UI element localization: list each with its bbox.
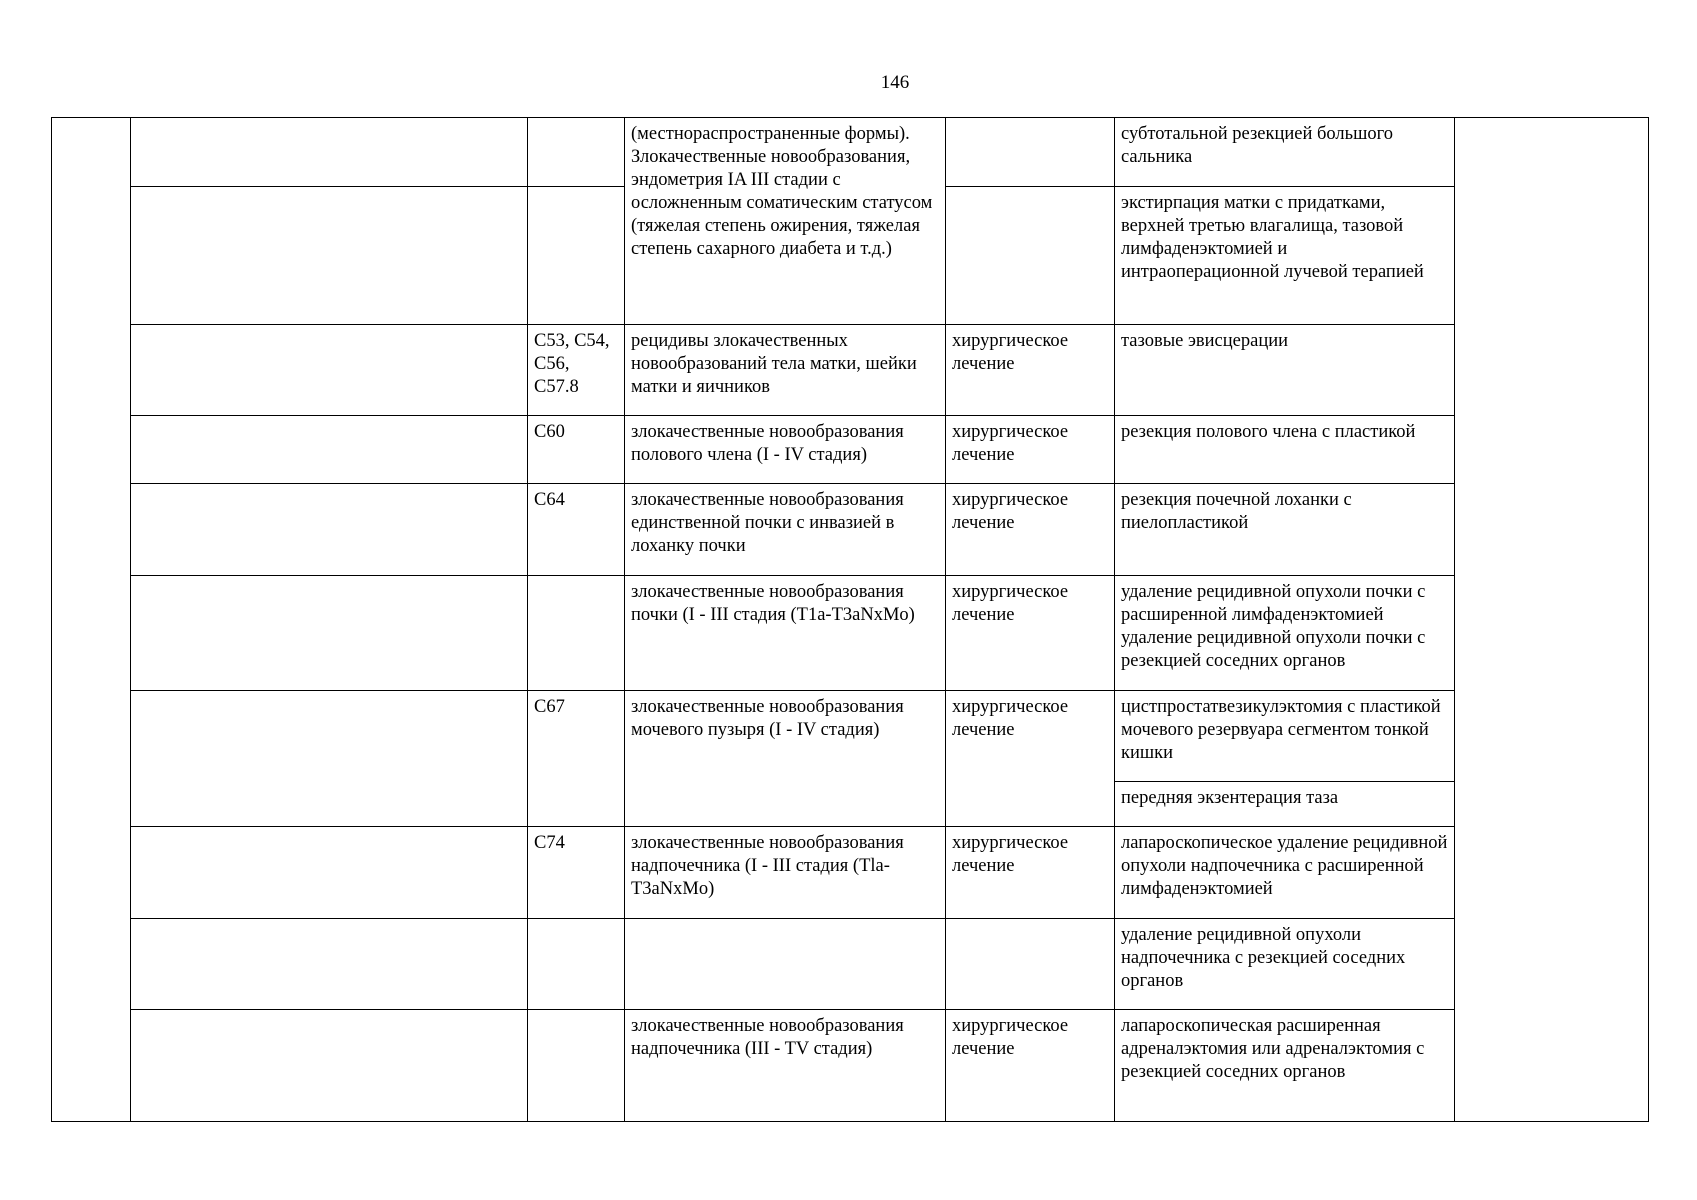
method-cell: передняя экзентерация таза [1115, 782, 1455, 827]
code-cell: С67 [528, 691, 625, 827]
page-number: 146 [880, 72, 910, 93]
diagnosis-cell: злокачественные новообразования почки (I - III стадия (T1a-T3aNxMo) [625, 576, 946, 691]
diagnosis-cell: (местнораспространенные формы). Злокачественные новообразования, эндометрия IA III стадии с осложненным соматическим статусом (тяжелая степень ожирения, тяжелая степень сахарного диабета и т.д.) [625, 118, 946, 325]
diagnosis-cell: злокачественные новообразования мочевого пузыря (I - IV стадия) [625, 691, 946, 827]
code-cell: С53, С54, С56, С57.8 [528, 325, 625, 416]
diagnosis-cell: злокачественные новообразования надпочечника (III - TV стадия) [625, 1010, 946, 1122]
code-cell [528, 919, 625, 1010]
table-row [52, 325, 1649, 416]
method-cell: лапароскопическая расширенная адреналэктомия или адреналэктомия с резекцией соседних органов [1115, 1010, 1455, 1122]
code-cell [528, 576, 625, 691]
table-row [52, 691, 1649, 782]
table-row [52, 484, 1649, 576]
name-cell [131, 827, 528, 919]
name-cell [131, 118, 528, 187]
services-table [51, 117, 1649, 1122]
method-cell: резекция полового члена с пластикой [1115, 416, 1455, 484]
name-cell [131, 576, 528, 691]
table-row [52, 118, 1649, 187]
table-row [52, 1010, 1649, 1122]
name-cell [131, 187, 528, 325]
code-cell: С60 [528, 416, 625, 484]
table-row [52, 919, 1649, 1010]
name-cell [131, 484, 528, 576]
treatment-cell: хирургическое лечение [946, 827, 1115, 919]
method-cell: удаление рецидивной опухоли надпочечника с резекцией соседних органов [1115, 919, 1455, 1010]
method-cell: тазовые эвисцерации [1115, 325, 1455, 416]
treatment-cell [946, 187, 1115, 325]
treatment-cell: хирургическое лечение [946, 484, 1115, 576]
diagnosis-cell: злокачественные новообразования полового члена (I - IV стадия) [625, 416, 946, 484]
name-cell [131, 919, 528, 1010]
table-row [52, 827, 1649, 919]
left-margin-cell [52, 118, 131, 1122]
diagnosis-cell: злокачественные новообразования надпочечника (I - III стадия (Tla-T3aNxMo) [625, 827, 946, 919]
treatment-cell [946, 919, 1115, 1010]
treatment-cell: хирургическое лечение [946, 1010, 1115, 1122]
code-cell: С64 [528, 484, 625, 576]
code-cell [528, 1010, 625, 1122]
code-cell [528, 118, 625, 187]
method-cell: резекция почечной лоханки с пиелопластикой [1115, 484, 1455, 576]
method-cell: лапароскопическое удаление рецидивной опухоли надпочечника с расширенной лимфаденэктомией [1115, 827, 1455, 919]
treatment-cell: хирургическое лечение [946, 691, 1115, 827]
name-cell [131, 416, 528, 484]
method-cell: удаление рецидивной опухоли почки с расширенной лимфаденэктомией удаление рецидивной опухоли почки с резекцией соседних органов [1115, 576, 1455, 691]
table-row [52, 576, 1649, 691]
method-cell: цистпростатвезикулэктомия с пластикой мочевого резервуара сегментом тонкой кишки [1115, 691, 1455, 782]
code-cell: С74 [528, 827, 625, 919]
treatment-cell: хирургическое лечение [946, 416, 1115, 484]
diagnosis-cell [625, 919, 946, 1010]
name-cell [131, 325, 528, 416]
table-row [52, 416, 1649, 484]
name-cell [131, 691, 528, 827]
method-cell: экстирпация матки с придатками, верхней третью влагалища, тазовой лимфаденэктомией и интраоперационной лучевой терапией [1115, 187, 1455, 325]
treatment-cell: хирургическое лечение [946, 576, 1115, 691]
diagnosis-cell: злокачественные новообразования единственной почки с инвазией в лоханку почки [625, 484, 946, 576]
name-cell [131, 1010, 528, 1122]
treatment-cell [946, 118, 1115, 187]
code-cell [528, 187, 625, 325]
diagnosis-cell: рецидивы злокачественных новообразований тела матки, шейки матки и яичников [625, 325, 946, 416]
treatment-cell: хирургическое лечение [946, 325, 1115, 416]
right-margin-cell [1455, 118, 1649, 1122]
method-cell: субтотальной резекцией большого сальника [1115, 118, 1455, 187]
